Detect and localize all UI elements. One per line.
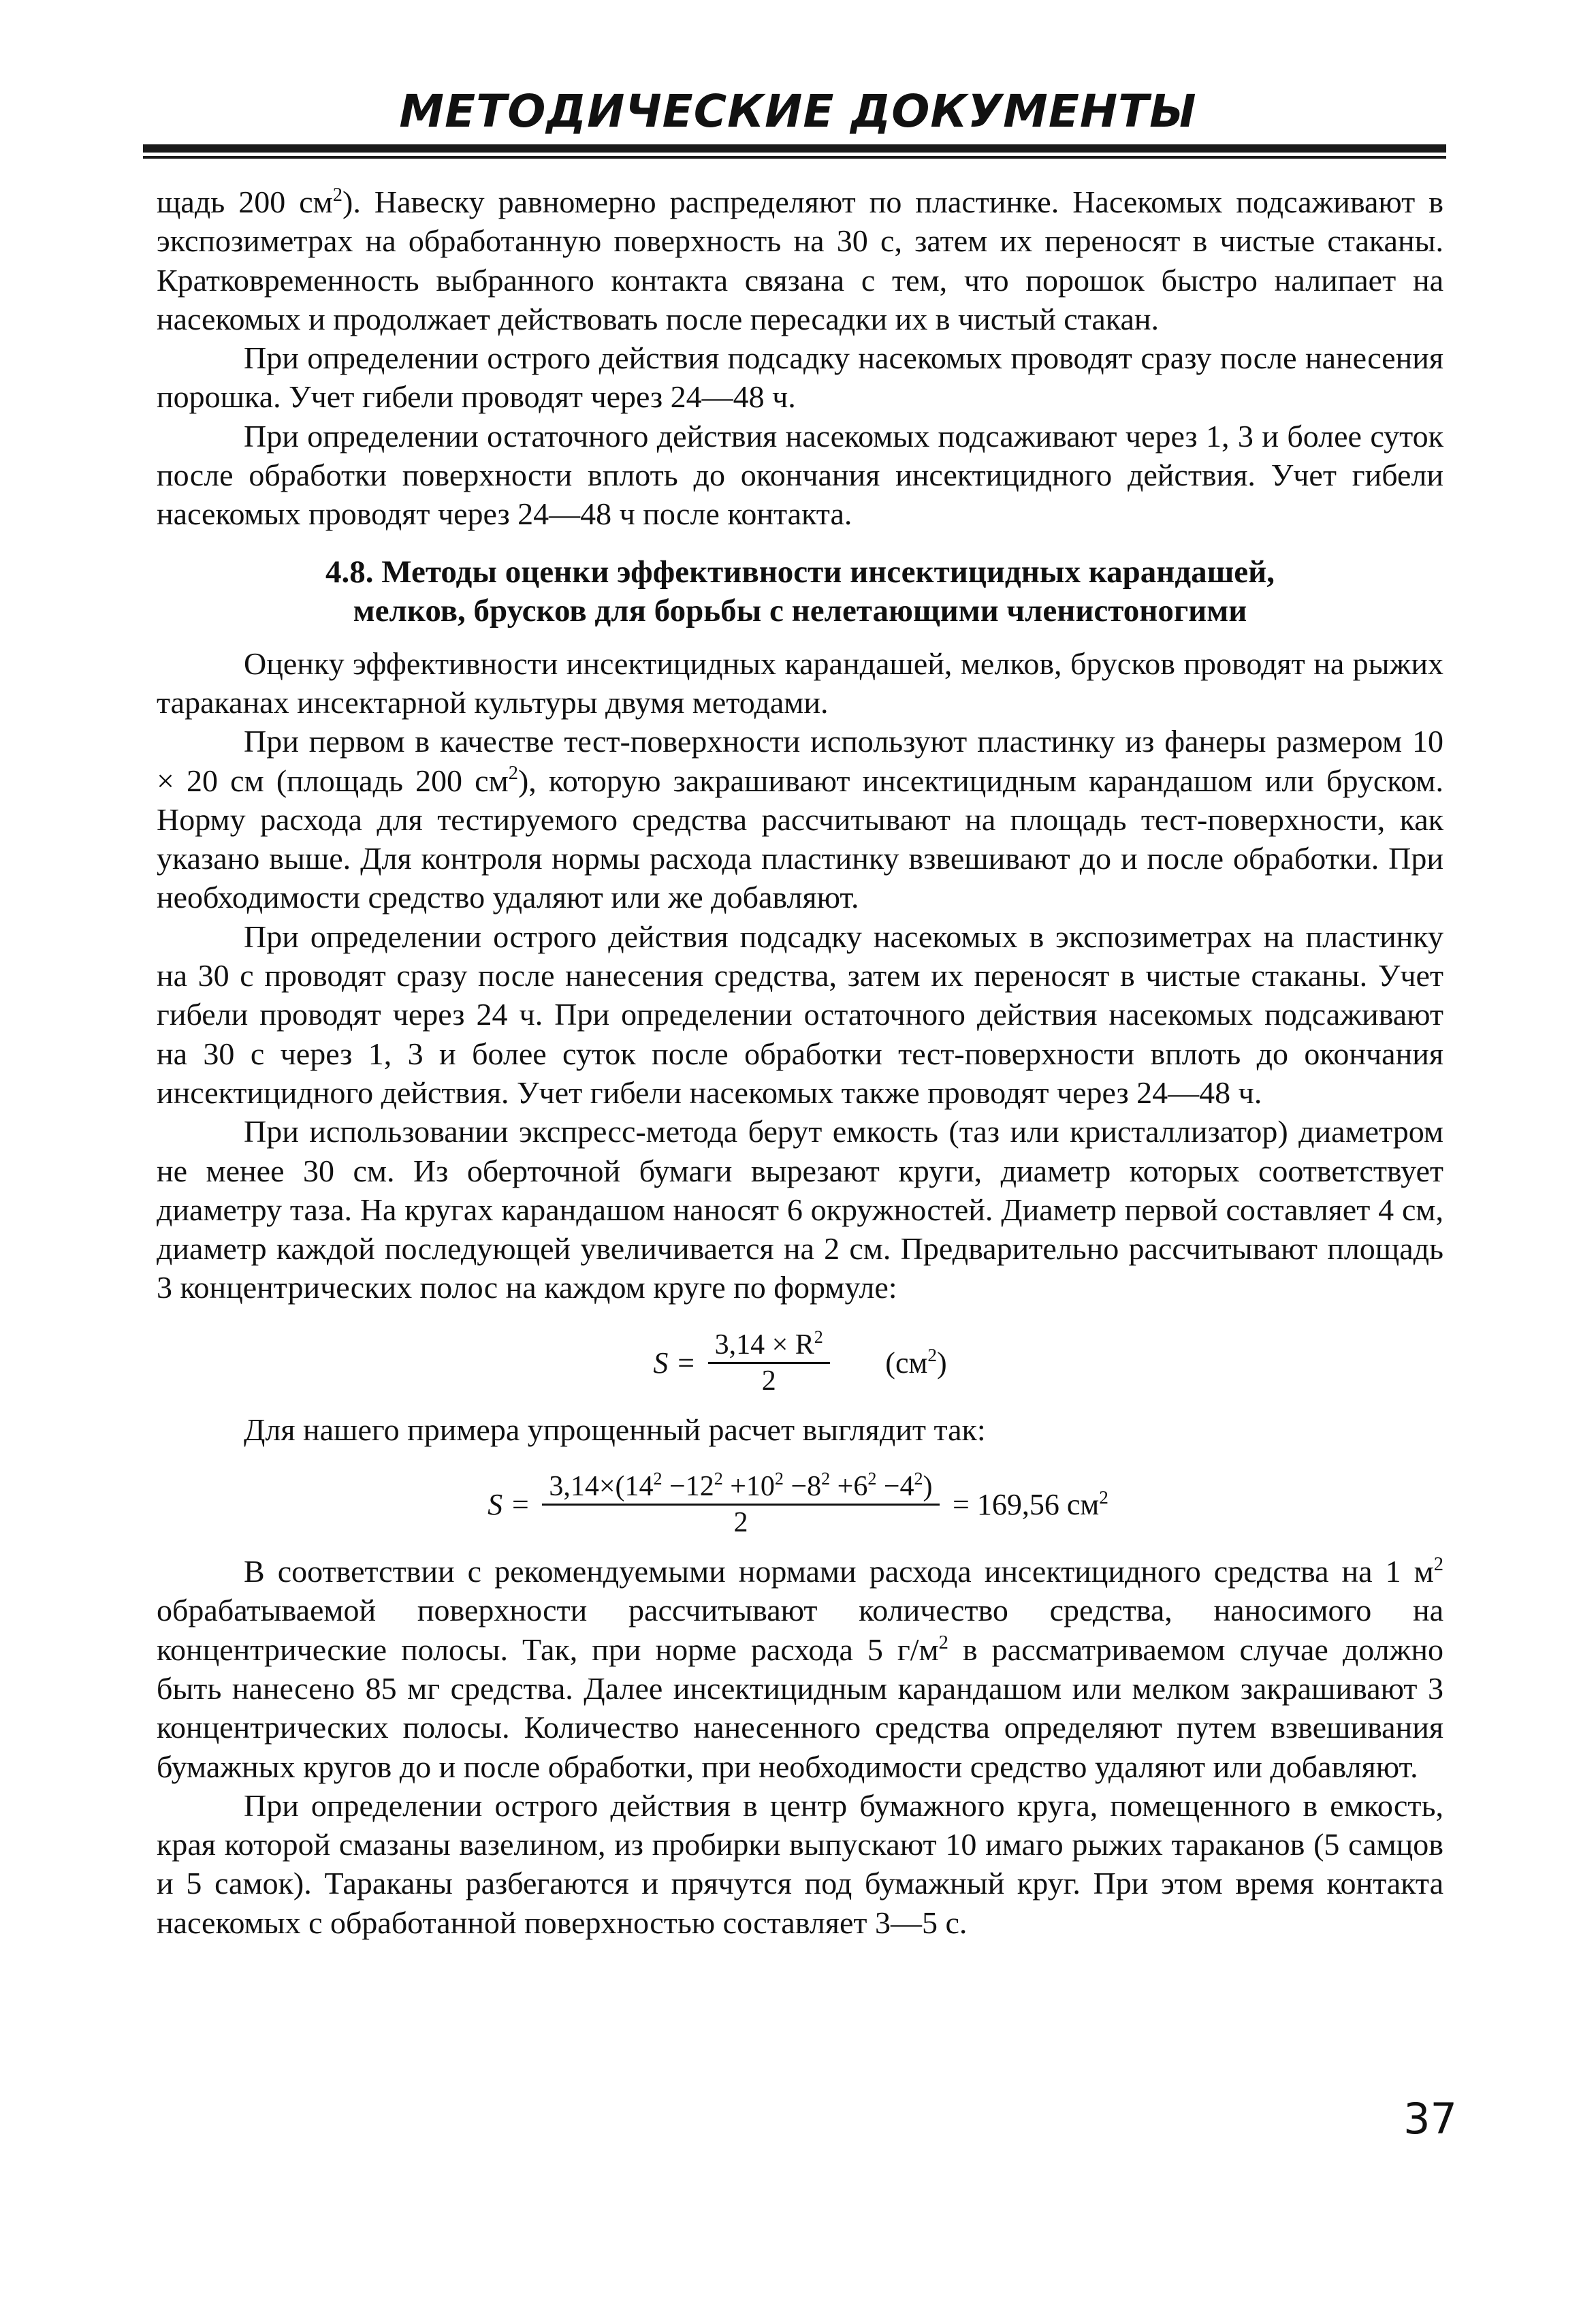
formula-example-lhs: S = (488, 1487, 530, 1521)
paragraph-2: При определении острого действия подсадку насекомых проводят сразу после нанесения порошка. Учет гибели проводят через 24—48 ч. (157, 340, 1443, 415)
paragraph-4: Оценку эффективности инсектицидных карандашей, мелков, брусков проводят на рыжих тараканах инсектарной культуры двумя методами. (157, 646, 1443, 720)
paragraph-1: щадь 200 $см^2$). Навеску равномерно распределяют по пластинке. Насекомых подсаживают в экспозиметрах на обработанную поверхность на 30 с, затем их переносят в чистые стаканы. Кратковременность выбранного контакта связана с тем, что порошок быстро налипает на насекомых и продолжает действовать после пересадки их в чистый стакан. (157, 184, 1443, 336)
section-heading-line-2: мелков, брусков для борьбы с нелетающими членистоногими (353, 592, 1247, 629)
paragraph-10: При определении острого действия в центр бумажного круга, помещенного в емкость, края которой смазаны вазелином, из пробирки выпускают 10 имаго рыжих тараканов (5 самцов и 5 самок). Тараканы разбегаются и прячутся под бумажный круг. При этом время контакта насекомых с обработанной поверхностью составляет 3—5 с. (157, 1787, 1443, 1940)
formula-area-denominator: 2 (761, 1365, 776, 1397)
formula-example-result: = 169,56 $см^2$ (953, 1487, 1108, 1521)
formula-example-numerator: $3,14\times(14^2 -12^2 +10^2 -8^2 +6^2 -4^2)$ (542, 1469, 939, 1506)
body-text (157, 182, 1443, 1942)
section-heading-line-1: 4.8. Методы оценки эффективности инсектицидных карандашей, (325, 554, 1275, 590)
formula-area (157, 1328, 1443, 1398)
formula-example-denominator: 2 (733, 1507, 748, 1539)
formula-example (157, 1469, 1443, 1540)
paragraph-3: При определении остаточного действия насекомых подсаживают через 1, 3 и более суток после обработки поверхности вплоть до окончания инсектицидного действия. Учет гибели насекомых проводят через 24—48 ч после контакта. (157, 418, 1443, 532)
running-header: МЕТОДИЧЕСКИЕ ДОКУМЕНТЫ (399, 85, 1197, 138)
formula-area-fraction (708, 1328, 830, 1398)
page-number: 37 (1403, 2094, 1457, 2144)
section-heading (157, 553, 1443, 631)
paragraph-8: Для нашего примера упрощенный расчет выглядит так: (244, 1412, 986, 1447)
paragraph-5: При первом в качестве тест-поверхности используют пластинку из фанеры размером 10 × 20 см (площадь 200 $см^2$), которую закрашивают инсектицидным карандашом или бруском. Норму расхода для тестируемого средства рассчитывают на площадь тест-поверхности, как указано выше. Для контроля нормы расхода пластинку взвешивают до и после обработки. При необходимости средство удаляют или же добавляют. (157, 724, 1443, 915)
paragraph-6: При определении острого действия подсадку насекомых в экспозиметрах на пластинку на 30 с проводят сразу после нанесения средства, затем их переносят в чистые стаканы. Учет гибели проводят через 24 ч. При определении остаточного действия насекомых подсаживают на 30 с через 1, 3 и более суток после обработки тест-поверхности вплоть до окончания инсектицидного действия. Учет гибели насекомых также проводят через 24—48 ч. (157, 919, 1443, 1110)
formula-area-unit: $(см^2)$ (885, 1345, 947, 1380)
paragraph-7: При использовании экспресс-метода берут емкость (таз или кристаллизатор) диаметром не менее 30 см. Из оберточной бумаги вырезают круги, диаметр которых соответствует диаметру таза. На кругах карандашом наносят 6 окружностей. Диаметр первой составляет 4 см, диаметр каждой последующей увеличивается на 2 см. Предварительно рассчитывают площадь 3 концентрических полос на каждом круге по формуле: (157, 1114, 1443, 1305)
formula-example-fraction (542, 1469, 939, 1540)
header-rule-thin (143, 156, 1446, 159)
paragraph-9: В соответствии с рекомендуемыми нормами расхода инсектицидного средства на 1 $м^2$ обрабатываемой поверхности рассчитывают количество средства, наносимого на концентрические полосы. Так, при норме расхода 5 $г/м^2$ в рассматриваемом случае должно быть нанесено 85 мг средства. Далее инсектицидным карандашом или мелком закрашивают 3 концентрических полосы. Количество нанесенного средства определяют путем взвешивания бумажных кругов до и после обработки, при необходимости средство удаляют или добавляют. (157, 1553, 1443, 1784)
header-rule-thick (143, 144, 1446, 153)
formula-area-lhs: S = (653, 1346, 697, 1380)
formula-area-numerator: $3,14 \times R^2$ (708, 1328, 830, 1364)
